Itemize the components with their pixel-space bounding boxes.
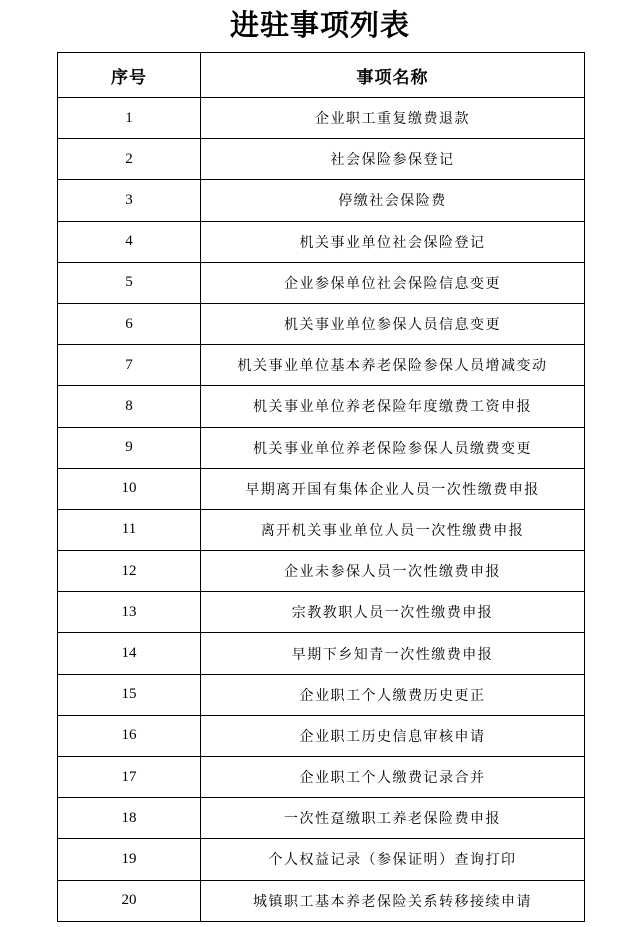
row-serial-number: 1 xyxy=(58,98,201,139)
row-item-name: 离开机关事业单位人员一次性缴费申报 xyxy=(201,509,585,550)
header-serial-number: 序号 xyxy=(58,53,201,98)
table-row xyxy=(58,839,585,880)
table-row xyxy=(58,551,585,592)
table-row xyxy=(58,139,585,180)
row-item-name: 一次性趸缴职工养老保险费申报 xyxy=(201,798,585,839)
row-item-name: 城镇职工基本养老保险关系转移接续申请 xyxy=(201,880,585,921)
row-item-name: 企业未参保人员一次性缴费申报 xyxy=(201,551,585,592)
table-row xyxy=(58,427,585,468)
row-item-name: 机关事业单位基本养老保险参保人员增减变动 xyxy=(201,345,585,386)
row-serial-number: 19 xyxy=(58,839,201,880)
row-serial-number: 12 xyxy=(58,551,201,592)
row-item-name: 机关事业单位养老保险参保人员缴费变更 xyxy=(201,427,585,468)
table-header-row xyxy=(58,53,585,98)
row-item-name: 企业参保单位社会保险信息变更 xyxy=(201,262,585,303)
row-item-name: 企业职工重复缴费退款 xyxy=(201,98,585,139)
row-serial-number: 6 xyxy=(58,303,201,344)
row-serial-number: 11 xyxy=(58,509,201,550)
row-item-name: 机关事业单位参保人员信息变更 xyxy=(201,303,585,344)
table-row xyxy=(58,221,585,262)
table-row xyxy=(58,262,585,303)
table-row xyxy=(58,303,585,344)
row-item-name: 早期下乡知青一次性缴费申报 xyxy=(201,633,585,674)
row-serial-number: 13 xyxy=(58,592,201,633)
row-serial-number: 20 xyxy=(58,880,201,921)
table-row xyxy=(58,715,585,756)
row-serial-number: 15 xyxy=(58,674,201,715)
table-row xyxy=(58,798,585,839)
row-serial-number: 3 xyxy=(58,180,201,221)
row-serial-number: 7 xyxy=(58,345,201,386)
page-title: 进驻事项列表 xyxy=(229,8,410,42)
row-item-name: 企业职工个人缴费记录合并 xyxy=(201,757,585,798)
row-serial-number: 9 xyxy=(58,427,201,468)
row-serial-number: 5 xyxy=(58,262,201,303)
table-row xyxy=(58,98,585,139)
row-item-name: 宗教教职人员一次性缴费申报 xyxy=(201,592,585,633)
row-serial-number: 8 xyxy=(58,386,201,427)
row-item-name: 早期离开国有集体企业人员一次性缴费申报 xyxy=(201,468,585,509)
header-item-name: 事项名称 xyxy=(201,53,585,98)
row-item-name: 机关事业单位社会保险登记 xyxy=(201,221,585,262)
row-serial-number: 2 xyxy=(58,139,201,180)
table-row xyxy=(58,345,585,386)
row-item-name: 机关事业单位养老保险年度缴费工资申报 xyxy=(201,386,585,427)
table-row xyxy=(58,592,585,633)
row-serial-number: 4 xyxy=(58,221,201,262)
row-item-name: 停缴社会保险费 xyxy=(201,180,585,221)
row-item-name: 企业职工历史信息审核申请 xyxy=(201,715,585,756)
table-row xyxy=(58,674,585,715)
table-row xyxy=(58,468,585,509)
row-serial-number: 14 xyxy=(58,633,201,674)
row-item-name: 企业职工个人缴费历史更正 xyxy=(201,674,585,715)
row-serial-number: 18 xyxy=(58,798,201,839)
table-body xyxy=(58,98,585,922)
row-serial-number: 10 xyxy=(58,468,201,509)
table-row xyxy=(58,386,585,427)
row-item-name: 社会保险参保登记 xyxy=(201,139,585,180)
table-row xyxy=(58,633,585,674)
table-row xyxy=(58,880,585,921)
table-row xyxy=(58,509,585,550)
table-row xyxy=(58,180,585,221)
table-row xyxy=(58,757,585,798)
items-table xyxy=(57,52,585,922)
row-item-name: 个人权益记录（参保证明）查询打印 xyxy=(201,839,585,880)
row-serial-number: 16 xyxy=(58,715,201,756)
row-serial-number: 17 xyxy=(58,757,201,798)
